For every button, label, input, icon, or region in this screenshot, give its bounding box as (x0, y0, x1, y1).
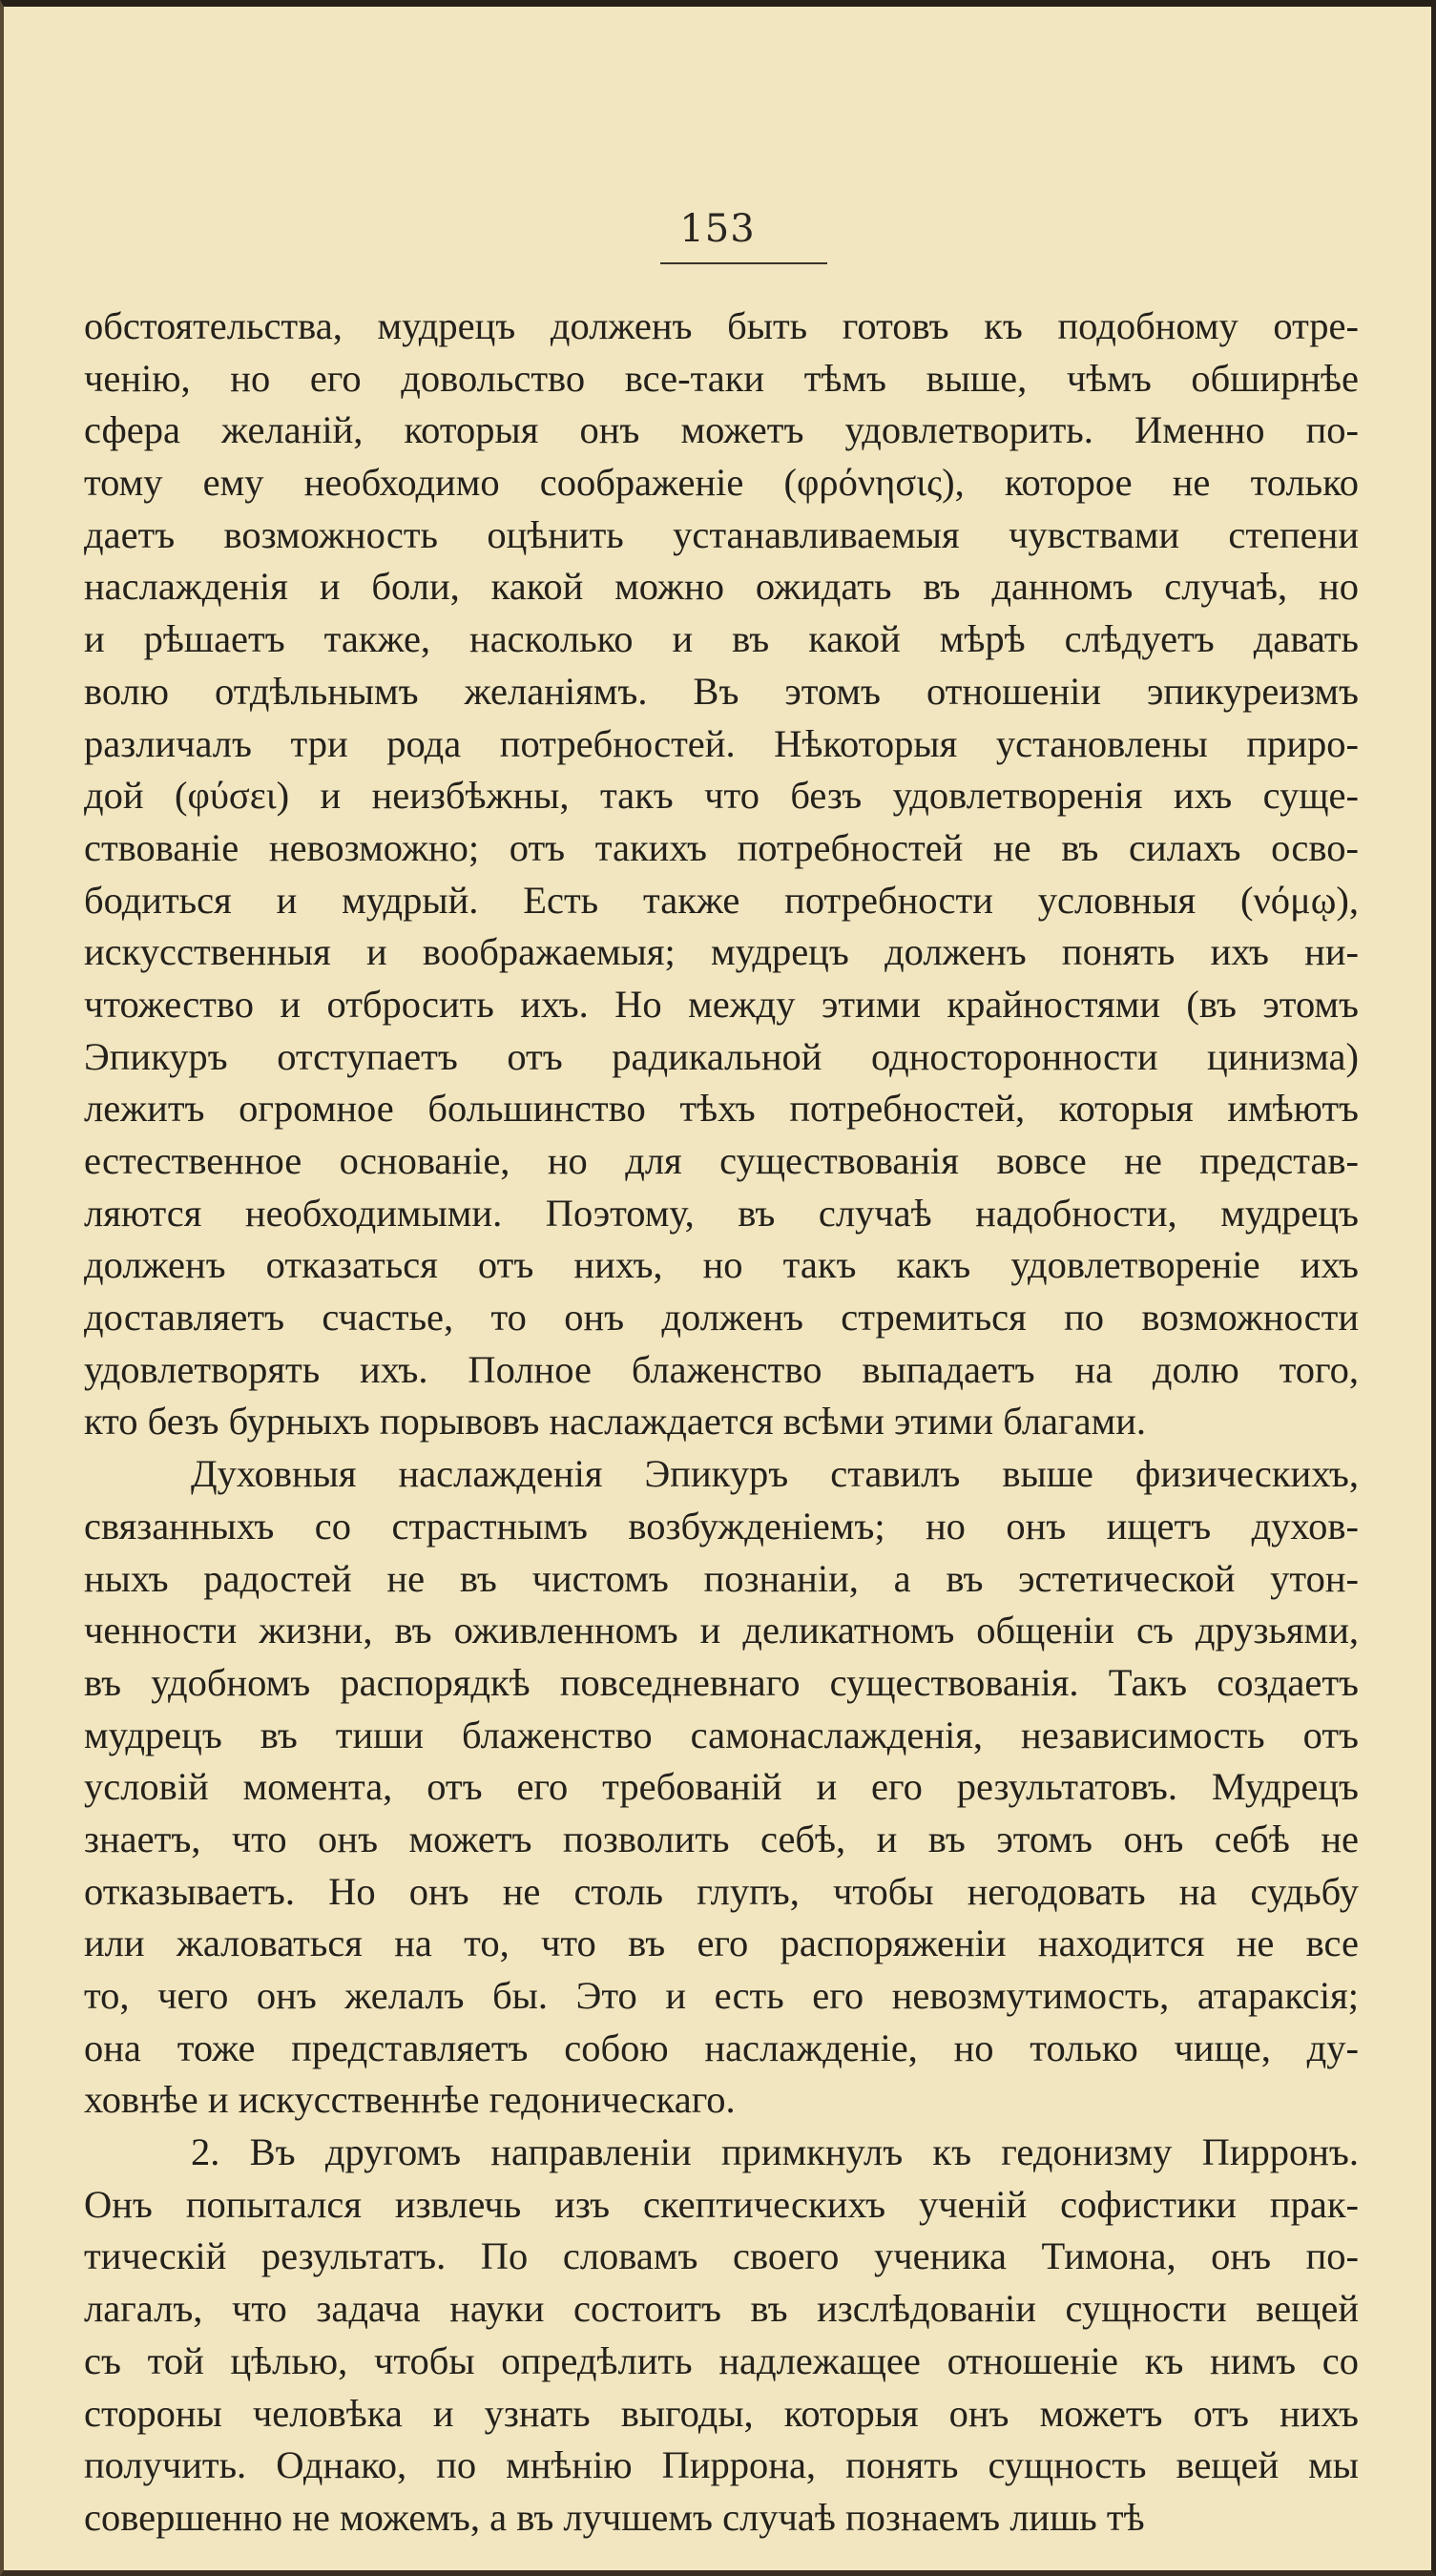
text-line: доставляетъ счастье, то онъ долженъ стремиться по возможности (84, 1296, 1359, 1340)
text-line: чтожество и отбросить ихъ. Но между этими крайностями (въ этомъ (84, 982, 1359, 1026)
text-line: ховнѣе и искусственнѣе гедоническаго. (84, 2078, 736, 2122)
text-line: бодиться и мудрый. Есть также потребности условныя (νόμῳ), (84, 878, 1359, 922)
text-line: мудрецъ въ тиши блаженство самонаслажденія, независимость отъ (84, 1713, 1359, 1756)
header-rule (660, 262, 827, 264)
text-line: стороны человѣка и узнать выгоды, которыя онъ можетъ отъ нихъ (84, 2391, 1359, 2435)
text-line: долженъ отказаться отъ нихъ, но такъ какъ удовлетвореніе ихъ (84, 1243, 1359, 1287)
text-line: наслажденія и боли, какой можно ожидать въ данномъ случаѣ, но (84, 565, 1359, 609)
text-line: тическій результатъ. По словамъ своего ученика Тимона, онъ по- (84, 2234, 1359, 2278)
text-line: естественное основаніе, но для существованія вовсе не представ- (84, 1139, 1359, 1182)
body-text (84, 301, 1359, 2545)
text-line: отказываетъ. Но онъ не столь глупъ, чтобы негодовать на судьбу (84, 1869, 1359, 1913)
text-line: дой (φύσει) и неизбѣжны, такъ что безъ удовлетворенія ихъ суще- (84, 774, 1359, 818)
text-line: тому ему необходимо соображеніе (φρόνησις), которое не только (84, 461, 1359, 505)
text-line: кто безъ бурныхъ порывовъ наслаждается всѣми этими благами. (84, 1400, 1147, 1444)
text-line: лагалъ, что задача науки состоитъ въ изслѣдованіи сущности вещей (84, 2287, 1359, 2331)
text-line: ствованіе невозможно; отъ такихъ потребностей не въ силахъ осво- (84, 825, 1359, 869)
text-line: сфера желаній, которыя онъ можетъ удовлетворить. Именно по- (84, 408, 1359, 452)
text-line: волю отдѣльнымъ желаніямъ. Въ этомъ отношеніи эпикуреизмъ (84, 669, 1359, 713)
text-line: съ той цѣлью, чтобы опредѣлить надлежащее отношеніе къ нимъ со (84, 2338, 1359, 2382)
text-line: различалъ три рода потребностей. Нѣкоторыя установлены приро- (84, 721, 1359, 765)
text-line: 2. Въ другомъ направленіи примкнулъ къ гедонизму Пирронъ. (191, 2130, 1359, 2174)
text-line: удовлетворять ихъ. Полное блаженство выпадаетъ на долю того, (84, 1347, 1359, 1391)
text-line: обстоятельства, мудрецъ долженъ быть готовъ къ подобному отре- (84, 304, 1359, 347)
text-line: ченію, но его довольство все-таки тѣмъ выше, чѣмъ обширнѣе (84, 356, 1359, 400)
text-line: получить. Однако, по мнѣнію Пиррона, понять сущность вещей мы (84, 2443, 1359, 2487)
text-line: связанныхъ со страстнымъ возбужденіемъ; но онъ ищетъ духов- (84, 1504, 1359, 1548)
text-line: ляются необходимыми. Поэтому, въ случаѣ надобности, мудрецъ (84, 1191, 1359, 1235)
text-line: то, чего онъ желалъ бы. Это и есть его невозмутимость, атараксія; (84, 1974, 1359, 2017)
text-line: ченности жизни, въ оживленномъ и деликатномъ общеніи съ друзьями, (84, 1609, 1359, 1652)
page-number: 153 (679, 207, 756, 251)
text-line: ныхъ радостей не въ чистомъ познаніи, а въ эстетической утон- (84, 1556, 1359, 1600)
text-line: искусственныя и воображаемыя; мудрецъ долженъ понять ихъ ни- (84, 930, 1359, 974)
text-line: она тоже представляетъ собою наслажденіе, но только чище, ду- (84, 2025, 1359, 2069)
text-line: условій момента, отъ его требованій и его результатовъ. Мудрецъ (84, 1765, 1359, 1809)
text-line: и рѣшаетъ также, насколько и въ какой мѣрѣ слѣдуетъ давать (84, 617, 1359, 661)
text-line: Духовныя наслажденія Эпикуръ ставилъ выше физическихъ, (191, 1452, 1359, 1496)
text-line: лежитъ огромное большинство тѣхъ потребностей, которыя имѣютъ (84, 1087, 1359, 1131)
text-line: знаетъ, что онъ можетъ позволить себѣ, и въ этомъ онъ себѣ не (84, 1817, 1359, 1860)
text-line: совершенно не можемъ, а въ лучшемъ случаѣ познаемъ лишь тѣ (84, 2495, 1145, 2539)
text-line: Онъ попытался извлечь изъ скептическихъ ученій софистики прак- (84, 2182, 1359, 2226)
text-line: въ удобномъ распорядкѣ повседневнаго существованія. Такъ создаетъ (84, 1660, 1359, 1704)
text-line: или жаловаться на то, что въ его распоряженіи находится не все (84, 1922, 1359, 1965)
page-header (4, 207, 1431, 251)
text-line: Эпикуръ отступаетъ отъ радикальной односторонности цинизма) (84, 1034, 1359, 1078)
text-line: даетъ возможность оцѣнить устанавливаемыя чувствами степени (84, 512, 1359, 556)
